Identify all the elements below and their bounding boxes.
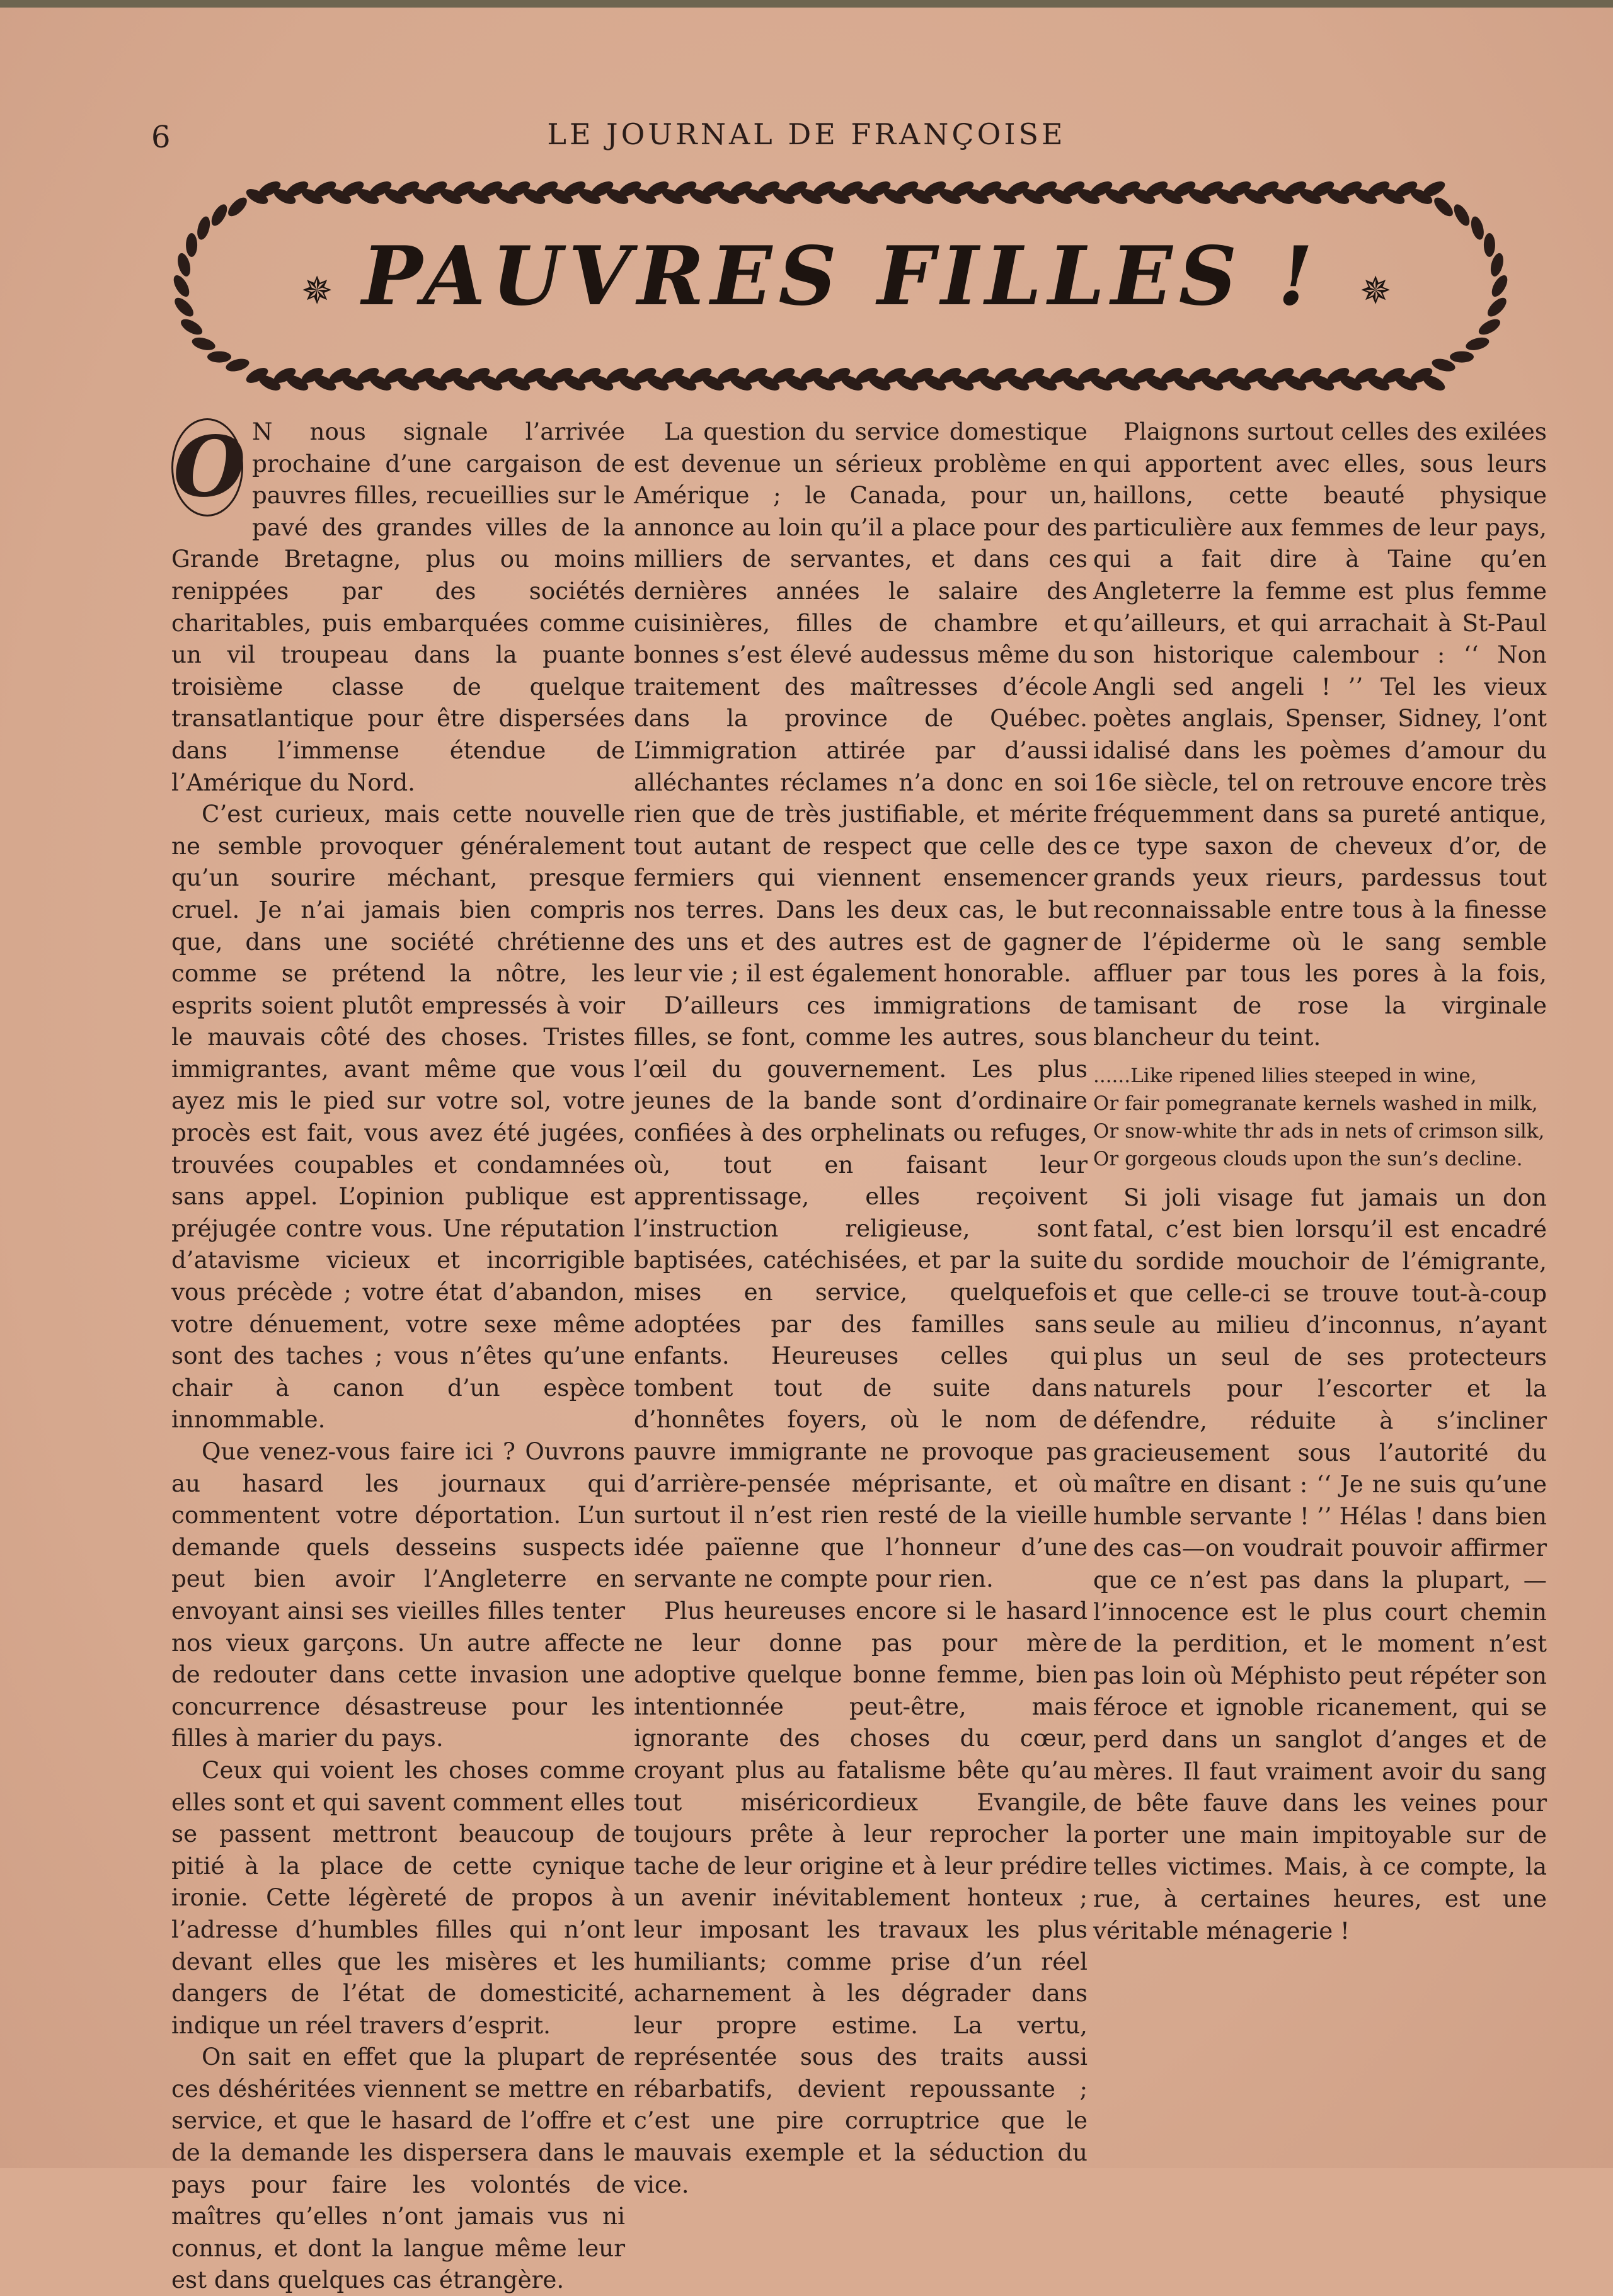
article-title: PAUVRES FILLES !: [362, 229, 1319, 324]
poem-line: Or snow-white thr ads in nets of crimson silk,: [1093, 1119, 1545, 1143]
ornamental-star-icon: ✵: [1360, 269, 1392, 313]
article-paragraph: D’ailleurs ces immigrations de filles, se font, comme les autres, sous l’œil du gouvernement. Les plus jeunes de la bande sont d’ordinaire confiées à des orphelinats ou refuges, où, tout en faisant leur apprentissage, elles reçoivent l’instruction religieuse, sont baptisées, catéchisées, et par la suite mises en service, quelquefois adoptées par des familles sans enfants. Heureuses celles qui tombent tout de suite dans d’honnêtes foyers, où le nom de pauvre immigrante ne provoque pas d’arrière-pensée méprisante, et où surtout il n’est rien resté de la vieille idée païenne que l’honneur d’une servante ne compte pour rien.: [634, 991, 1088, 1593]
drop-cap: O: [171, 418, 243, 517]
poem-quote: [1093, 1062, 1547, 1173]
article-paragraph: Si joli visage fut jamais un don fatal, c’est bien lorsqu’il est encadré du sordide mouchoir de l’émigrante, et que celle-ci se trouve tout-à-coup seule au milieu d’inconnus, n’ayant plus un seul de ses protecteurs naturels pour l’escorter et la défendre, réduite à s’incliner gracieusement sous l’autorité du maître en disant : ‘‘ Je ne suis qu’une humble servante ! ’’ Hélas ! dans bien des cas—on voudrait pouvoir affirmer que ce n’est pas dans la plupart, — l’innocence est le plus court chemin de la perdition, et le moment n’est pas loin où Méphisto peut répéter son féroce et ignoble ricanement, qui se perd dans un sanglot d’anges et de mères. Il faut vraiment avoir du sang de bête fauve dans les veines pour porter une main impitoyable sur de telles victimes. Mais, à ce compte, la rue, à certaines heures, est une véritable ménagerie !: [1093, 1183, 1547, 1945]
text-column-2: [634, 416, 1088, 2198]
ornamental-star-icon: ✵: [301, 269, 333, 313]
article-paragraph: La question du service domestique est devenue un sérieux problème en Amérique ; le Canada, pour un, annonce au loin qu’il a place pour des milliers de servantes, et dans ces dernières années le salaire des cuisinières, filles de chambre et bonnes s’est élevé audessus même du traitement des maîtresses d’école dans la province de Québec. L’immigration attirée par d’aussi alléchantes réclames n’a donc en soi rien que de très justifiable, et mérite tout autant de respect que celle des fermiers qui viennent ensemencer nos terres. Dans les deux cas, le but des uns et des autres est de gagner leur vie ; il est également honorable.: [634, 418, 1088, 988]
page-top-edge: [0, 0, 1613, 8]
journal-title: LE JOURNAL DE FRANÇOISE: [547, 117, 1066, 151]
article-paragraph: C’est curieux, mais cette nouvelle ne semble provoquer généralement qu’un sourire méchant, presque cruel. Je n’ai jamais bien compris que, dans une société chrétienne comme se prétend la nôtre, les esprits soient plutôt empressés à voir le mauvais côté des choses. Tristes immigrantes, avant même que vous ayez mis le pied sur votre sol, votre procès est fait, vous avez été jugées, trouvées coupables et condamnées sans appel. L’opinion publique est préjugée contre vous. Une réputation d’atavisme vicieux et incorrigible vous précède ; votre état d’abandon, votre dénuement, votre sexe même sont des taches ; vous n’êtes qu’une chair à canon d’un espèce innommable.: [171, 800, 625, 1434]
title-banner: [175, 184, 1506, 388]
poem-line: Or gorgeous clouds upon the sun’s decline.: [1093, 1147, 1523, 1170]
text-column-3: [1093, 416, 1547, 2053]
article-paragraph: Plus heureuses encore si le hasard ne leur donne pas pour mère adoptive quelque bonne femme, bien intentionnée peut-être, mais ignorante des choses du cœur, croyant plus au fatalisme bête qu’au tout miséricordieux Evangile, toujours prête à leur reprocher la tache de leur origine et à leur prédire un avenir inévitablement honteux ; leur imposant les travaux les plus humiliants; comme prise d’un réel acharnement à les dégrader dans leur propre estime. La vertu, représentée sous des traits aussi rébarbatifs, devient repoussante ; c’est une pire corruptrice que le mauvais exemple et la séduction du vice.: [634, 1596, 1088, 2198]
poem-line: ......Like ripened lilies steeped in wine,: [1093, 1064, 1477, 1087]
article-paragraph: Plaignons surtout celles des exilées qui apportent avec elles, sous leurs haillons, cette beauté physique particulière aux femmes de leur pays, qui a fait dire à Taine qu’en Angleterre la femme est plus femme qu’ailleurs, et qui arrachait à St-Paul son historique calembour : ‘‘ Non Angli sed angeli ! ’’ Tel les vieux poètes anglais, Spenser, Sidney, l’ont idalisé dans les poèmes d’amour du 16e siècle, tel on retrouve encore très fréquemment dans sa pureté antique, ce type saxon de cheveux d’or, de grands yeux rieurs, pardessus tout reconnaissable entre tous à la finesse de l’épiderme où le sang semble affluer par tous les pores à la fois, tamisant de rose la virginale blancheur du teint.: [1093, 418, 1547, 1051]
article-paragraph: O N nous signale l’arrivée prochaine d’une cargaison de pauvres filles, recueillies sur le pavé des grandes villes de la Grande Bretagne, plus ou moins renippées par des sociétés charitables, puis embarquées comme un vil troupeau dans la puante troisième classe de quelque transatlantique pour être dispersées dans l’immense étendue de l’Amérique du Nord.: [171, 418, 625, 796]
poem-line: Or fair pomegranate kernels washed in milk,: [1093, 1092, 1538, 1115]
article-paragraph: On sait en effet que la plupart de ces déshéritées viennent se mettre en service, et que le hasard de l’offre et de la demande les dispersera dans le pays pour faire les volontés de maîtres qu’elles n’ont jamais vus ni connus, et dont la langue même leur est dans quelques cas étrangère.: [171, 2043, 625, 2294]
article-paragraph: Ceux qui voient les choses comme elles sont et qui savent comment elles se passent mettront beaucoup de pitié à la place de cette cynique ironie. Cette légèreté de propos à l’adresse d’humbles filles qui n’ont devant elles que les misères et les dangers de l’état de domesticité, indique un réel travers d’esprit.: [171, 1756, 625, 2039]
page-number: 6: [151, 120, 171, 155]
article-paragraph: Que venez-vous faire ici ? Ouvrons au hasard les journaux qui commentent votre déportation. L’un demande quels desseins suspects peut bien avoir l’Angleterre en envoyant ainsi ses vieilles filles tenter nos vieux garçons. Un autre affecte de redouter dans cette invasion une concurrence désastreuse pour les filles à marier du pays.: [171, 1437, 625, 1752]
text-column-1: [171, 416, 625, 2294]
